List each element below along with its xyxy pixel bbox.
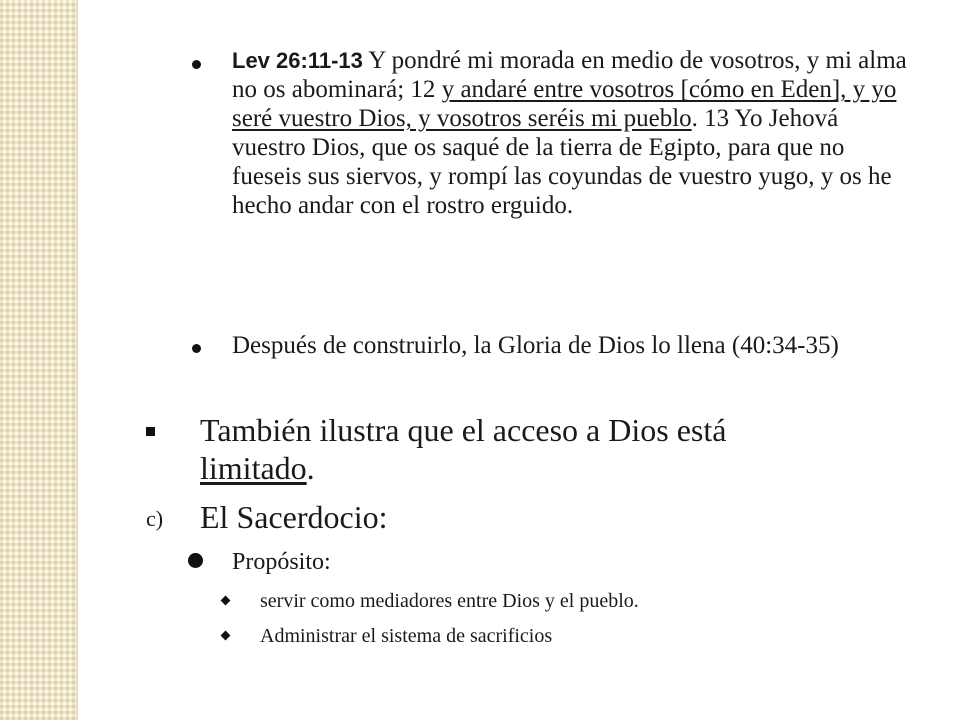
- diamond-bullet: [221, 631, 231, 641]
- square-bullet: [146, 427, 155, 436]
- access-point-line2: [200, 449, 315, 487]
- glory-bullet: Después de construirlo, la Gloria de Dios lo llena (40:34-35): [232, 332, 839, 359]
- bullet-dot: [192, 344, 201, 353]
- bullet-dot-large: [188, 553, 203, 568]
- scripture-text-a: Y pondré mi morada en medio de vosotros, y mi alma no os abominará; 12: [232, 47, 907, 103]
- scripture-reference: Lev 26:11-13: [232, 48, 363, 73]
- scripture-text-b: . 13 Yo Jehová vuestro Dios, que os saqué de la tierra de Egipto, para que no fueseis sus siervos, y rompí las coyundas de vuestro yugo, y os he hecho andar con el rostro erguido.: [232, 105, 892, 219]
- access-text-a: También ilustra que el acceso a Dios está: [200, 412, 727, 448]
- scripture-bullet: [232, 46, 912, 220]
- section-title: El Sacerdocio:: [200, 499, 388, 535]
- access-underlined: limitado: [200, 450, 307, 486]
- scripture-underlined: y andaré entre vosotros [cómo en Eden], y yo seré vuestro Dios, y vosotros seréis mi pueblo: [232, 76, 897, 132]
- purpose-item: Administrar el sistema de sacrificios: [260, 625, 553, 647]
- access-text-b: .: [306, 450, 315, 486]
- purpose-item: servir como mediadores entre Dios y el pueblo.: [260, 590, 639, 612]
- access-point: [200, 411, 726, 449]
- section-label: c): [146, 506, 164, 531]
- purpose-title: Propósito:: [232, 549, 331, 575]
- bullet-dot: [192, 60, 201, 69]
- diamond-bullet: [221, 596, 231, 606]
